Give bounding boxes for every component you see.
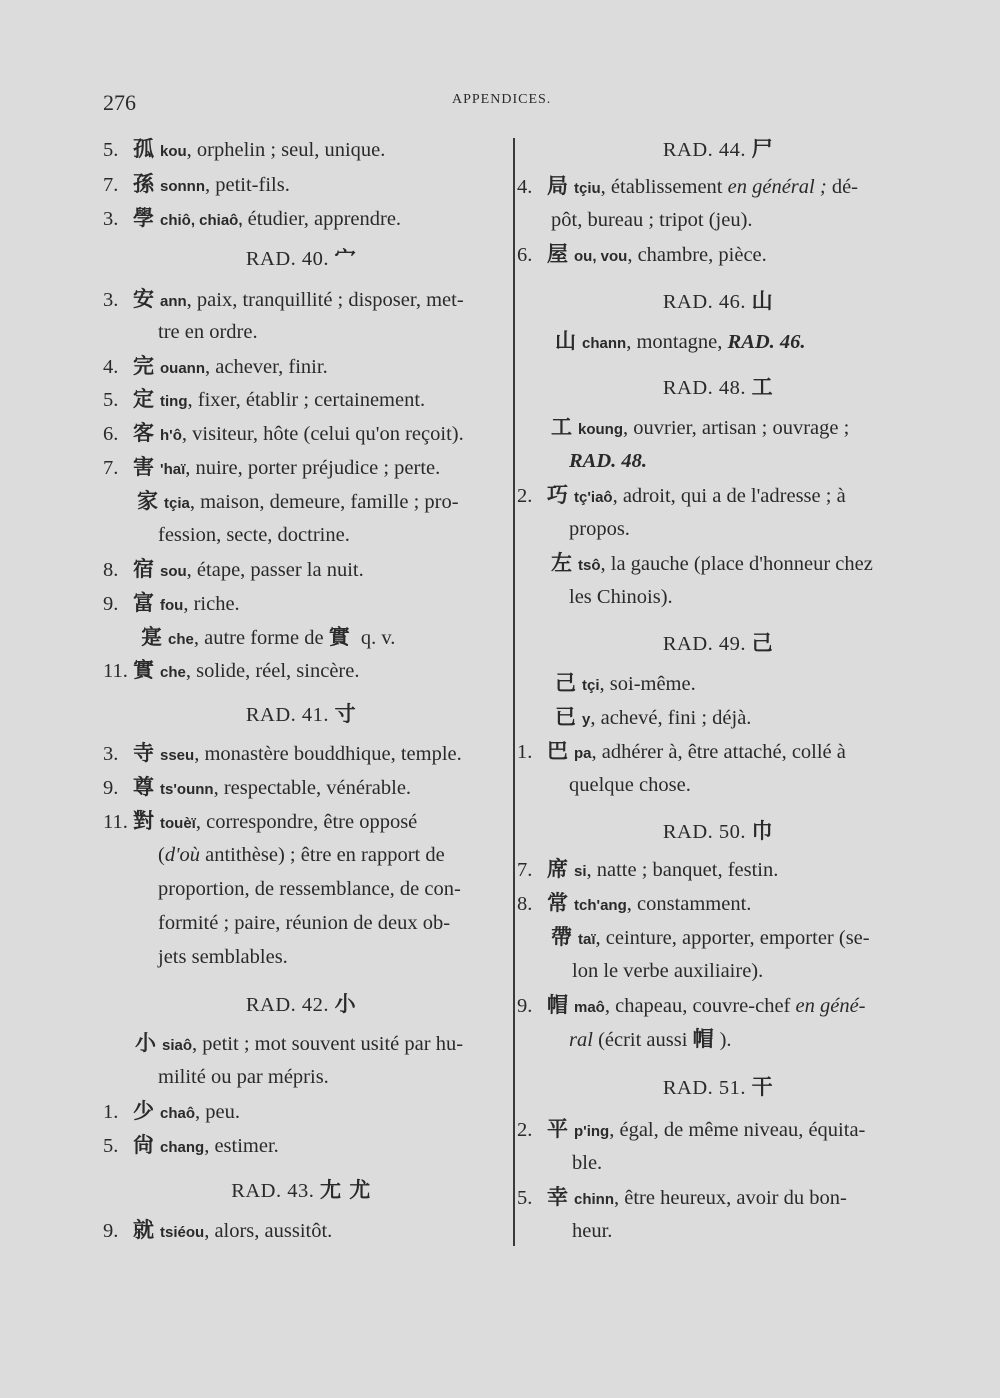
entry-line: 9. 尊 ts'ounn, respectable, vénérable. [103, 775, 412, 799]
entry-line: 家 tçia, maison, demeure, famille ; pro- [137, 489, 459, 513]
entry-line: RAD. 48. [569, 450, 648, 472]
entry-line: tre en ordre. [158, 321, 258, 343]
entry-line: 6. 客 h'ô, visiteur, hôte (celui qu'on reçoit). [103, 421, 464, 445]
entry-line: 小 siaô, petit ; mot souvent usité par hu- [135, 1031, 464, 1055]
entry-line: milité ou par mépris. [158, 1066, 329, 1088]
entry-line: (d'où antithèse) ; être en rapport de [158, 844, 445, 866]
entry-line: formité ; paire, réunion de deux ob- [158, 912, 451, 934]
entry-line: 2. 平 p'ing, égal, de même niveau, équita- [517, 1117, 866, 1141]
radical-heading: RAD. 50. 巾 [662, 819, 774, 843]
entry-line: 5. 尙 chang, estimer. [103, 1133, 279, 1157]
entry-line: 8. 宿 sou, étape, passer la nuit. [103, 557, 364, 581]
radical-heading: RAD. 40. 宀 [245, 246, 357, 270]
entry-line: 3. 學 chiô, chiaô, étudier, apprendre. [103, 206, 402, 230]
entry-line: 9. 富 fou, riche. [103, 591, 240, 615]
entry-line: quelque chose. [569, 774, 691, 796]
entry-line: 3. 寺 sseu, monastère bouddhique, temple. [103, 741, 462, 765]
entry-line: 5. 定 ting, fixer, établir ; certainement. [103, 387, 426, 411]
entry-line: 4. 完 ouann, achever, finir. [103, 354, 328, 378]
entry-line: proportion, de ressemblance, de con- [158, 878, 461, 900]
entry-line: 已 y, achevé, fini ; déjà. [555, 705, 752, 729]
entry-line: 左 tsô, la gauche (place d'honneur chez [551, 551, 873, 575]
entry-line: 山 chann, montagne, RAD. 46. [555, 329, 806, 353]
radical-heading: RAD. 49. 己 [662, 631, 774, 655]
radical-heading: RAD. 48. 工 [662, 375, 774, 399]
entry-line: 3. 安 ann, paix, tranquillité ; disposer, met- [103, 287, 464, 311]
entry-line: fession, secte, doctrine. [158, 524, 350, 546]
entry-line: 工 koung, ouvrier, artisan ; ouvrage ; [551, 415, 850, 439]
entry-line: 1. 少 chaô, peu. [103, 1099, 240, 1123]
entry-line: 7. 害 'haï, nuire, porter préjudice ; perte. [103, 455, 441, 479]
radical-heading: RAD. 41. 寸 [245, 702, 357, 726]
entry-line: 9. 就 tsiéou, alors, aussitôt. [103, 1218, 333, 1242]
entry-line: pôt, bureau ; tripot (jeu). [551, 209, 753, 231]
entry-line: propos. [569, 518, 630, 540]
radical-heading: RAD. 44. 尸 [662, 137, 774, 161]
entry-line: 帶 taï, ceinture, apporter, emporter (se- [551, 925, 870, 949]
entry-line: 9. 帽 maô, chapeau, couvre-chef en géné- [517, 993, 866, 1017]
entry-line: 8. 常 tch'ang, constamment. [517, 891, 752, 915]
entry-line: jets semblables. [158, 946, 288, 968]
page-number: 276 [103, 90, 136, 115]
entry-line: 4. 局 tçiu, établissement en général ; dé- [517, 174, 858, 198]
column-divider [513, 138, 515, 1246]
entry-line: 11. 實 che, solide, réel, sincère. [103, 658, 360, 682]
entry-line: 6. 屋 ou, vou, chambre, pièce. [517, 242, 767, 266]
entry-line: 己 tçi, soi-même. [555, 671, 696, 695]
entry-line: 11. 對 touèï, correspondre, être opposé [103, 809, 418, 833]
entry-line: 5. 幸 chinn, être heureux, avoir du bon- [517, 1185, 847, 1209]
entry-line: lon le verbe auxiliaire). [572, 960, 764, 982]
entry-line: heur. [572, 1220, 613, 1242]
entry-line: ral (écrit aussi 帽 ). [569, 1027, 732, 1051]
radical-heading: RAD. 42. 小 [245, 992, 357, 1016]
entry-line: 7. 席 si, natte ; banquet, festin. [517, 857, 779, 881]
entry-line: 7. 孫 sonnn, petit-fils. [103, 172, 290, 196]
radical-heading: RAD. 46. 山 [662, 289, 774, 313]
running-title: APPENDICES. [452, 92, 552, 107]
entry-line: 1. 巴 pa, adhérer à, être attaché, collé à [517, 739, 846, 763]
entry-line: 寔 che, autre forme de 實 q. v. [141, 625, 396, 649]
entry-line: 2. 巧 tç'iaô, adroit, qui a de l'adresse ; à [517, 483, 846, 507]
entry-line: 5. 孤 kou, orphelin ; seul, unique. [103, 137, 386, 161]
radical-heading: RAD. 51. 干 [662, 1075, 774, 1099]
entry-line: ble. [572, 1152, 603, 1174]
radical-heading: RAD. 43. 尢 尤 [231, 1178, 371, 1202]
entry-line: les Chinois). [569, 586, 673, 608]
